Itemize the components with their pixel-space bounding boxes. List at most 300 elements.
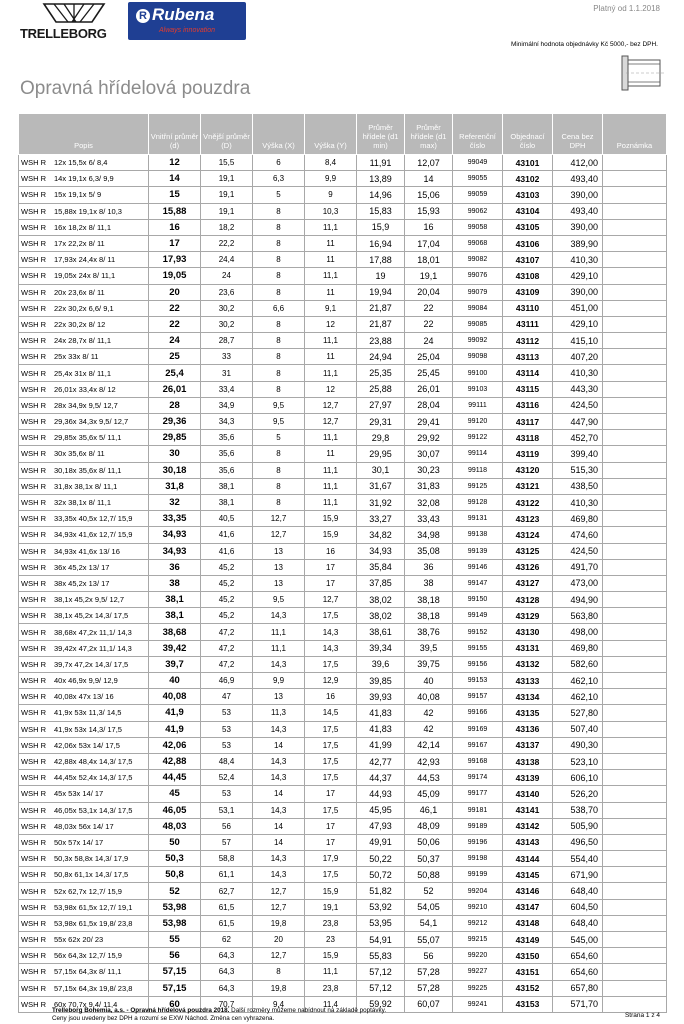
cell-height-x: 8 <box>253 203 305 219</box>
cell-shaft-min: 38,02 <box>357 592 405 608</box>
footer-line1: Další rozměry můžeme nabídnout na základě poptávky. <box>229 1007 387 1014</box>
cell-description <box>19 608 149 624</box>
cell-shaft-min: 13,89 <box>357 171 405 187</box>
cell-height-y: 17,5 <box>305 867 357 883</box>
cell-inner-diameter: 28 <box>149 397 201 413</box>
cell-description <box>19 753 149 769</box>
cell-height-y: 23,8 <box>305 980 357 996</box>
cell-height-x: 8 <box>253 219 305 235</box>
cell-outer-diameter: 61,5 <box>201 915 253 931</box>
cell-order-number: 43120 <box>503 462 553 478</box>
table-row <box>19 333 667 349</box>
cell-reference: 99055 <box>453 171 503 187</box>
cell-description <box>19 899 149 915</box>
cell-height-y: 12 <box>305 381 357 397</box>
cell-reference: 99174 <box>453 770 503 786</box>
cell-reference: 99168 <box>453 753 503 769</box>
cell-order-number: 43142 <box>503 818 553 834</box>
cell-height-y: 10,3 <box>305 203 357 219</box>
cell-height-x: 8 <box>253 284 305 300</box>
cell-price: 654,60 <box>553 948 603 964</box>
cell-inner-diameter: 45 <box>149 786 201 802</box>
cell-order-number: 43130 <box>503 624 553 640</box>
cell-shaft-min: 44,37 <box>357 770 405 786</box>
cell-price: 515,30 <box>553 462 603 478</box>
description-prefix: WSH R <box>21 708 46 718</box>
cell-description <box>19 770 149 786</box>
description-size: 57,15x 64,3x 19,8/ 23,8 <box>54 983 133 993</box>
cell-outer-diameter: 28,7 <box>201 333 253 349</box>
description-size: 55x 62x 20/ 23 <box>54 935 104 945</box>
cell-outer-diameter: 47 <box>201 689 253 705</box>
cell-height-x: 8 <box>253 494 305 510</box>
description-size: 45x 53x 14/ 17 <box>54 789 104 799</box>
cell-shaft-max: 38 <box>405 575 453 591</box>
cell-note <box>603 915 667 931</box>
description-size: 36x 45,2x 13/ 17 <box>54 562 110 572</box>
header-shaft-max: Průměr hřídele (d1 max) <box>405 114 453 155</box>
cell-note <box>603 543 667 559</box>
cell-height-y: 17,5 <box>305 802 357 818</box>
cell-outer-diameter: 30,2 <box>201 316 253 332</box>
cell-reference: 99204 <box>453 883 503 899</box>
cell-description <box>19 786 149 802</box>
cell-shaft-min: 30,1 <box>357 462 405 478</box>
cell-outer-diameter: 45,2 <box>201 608 253 624</box>
cell-note <box>603 705 667 721</box>
cell-description <box>19 737 149 753</box>
cell-inner-diameter: 57,15 <box>149 964 201 980</box>
cell-height-y: 17 <box>305 575 357 591</box>
cell-reference: 99111 <box>453 397 503 413</box>
cell-shaft-min: 31,67 <box>357 478 405 494</box>
description-prefix: WSH R <box>21 821 46 831</box>
description-size: 60x 70,7x 9,4/ 11,4 <box>54 999 118 1009</box>
cell-inner-diameter: 20 <box>149 284 201 300</box>
cell-description <box>19 494 149 510</box>
cell-inner-diameter: 38,68 <box>149 624 201 640</box>
description-prefix: WSH R <box>21 595 46 605</box>
cell-description <box>19 818 149 834</box>
cell-shaft-max: 25,45 <box>405 365 453 381</box>
cell-note <box>603 527 667 543</box>
cell-description <box>19 187 149 203</box>
cell-shaft-max: 60,07 <box>405 996 453 1012</box>
cell-height-x: 12,7 <box>253 948 305 964</box>
cell-note <box>603 494 667 510</box>
cell-height-x: 6 <box>253 155 305 171</box>
cell-note <box>603 608 667 624</box>
table-row <box>19 737 667 753</box>
cell-outer-diameter: 35,6 <box>201 430 253 446</box>
cell-description <box>19 446 149 462</box>
table-row <box>19 171 667 187</box>
cell-order-number: 43116 <box>503 397 553 413</box>
cell-description <box>19 478 149 494</box>
cell-order-number: 43119 <box>503 446 553 462</box>
table-row <box>19 155 667 171</box>
cell-height-x: 12,7 <box>253 527 305 543</box>
cell-price: 390,00 <box>553 187 603 203</box>
cell-height-y: 11,1 <box>305 333 357 349</box>
description-size: 14x 19,1x 6,3/ 9,9 <box>54 174 114 184</box>
description-size: 39,42x 47,2x 11,1/ 14,3 <box>54 643 132 653</box>
description-prefix: WSH R <box>21 983 46 993</box>
description-prefix: WSH R <box>21 578 46 588</box>
description-size: 50,8x 61,1x 14,3/ 17,5 <box>54 870 129 880</box>
cell-inner-diameter: 36 <box>149 559 201 575</box>
cell-shaft-max: 35,08 <box>405 543 453 559</box>
cell-note <box>603 964 667 980</box>
cell-price: 407,20 <box>553 349 603 365</box>
cell-height-y: 14,3 <box>305 640 357 656</box>
description-prefix: WSH R <box>21 255 46 265</box>
cell-inner-diameter: 29,36 <box>149 414 201 430</box>
description-prefix: WSH R <box>21 384 46 394</box>
cell-description <box>19 932 149 948</box>
cell-price: 424,50 <box>553 543 603 559</box>
cell-height-y: 15,9 <box>305 883 357 899</box>
description-size: 20x 23,6x 8/ 11 <box>54 287 105 297</box>
table-row <box>19 786 667 802</box>
cell-description <box>19 268 149 284</box>
cell-inner-diameter: 60 <box>149 996 201 1012</box>
cell-outer-diameter: 64,3 <box>201 964 253 980</box>
cell-shaft-min: 44,93 <box>357 786 405 802</box>
cell-description <box>19 964 149 980</box>
cell-outer-diameter: 47,2 <box>201 640 253 656</box>
description-prefix: WSH R <box>21 481 46 491</box>
table-row <box>19 527 667 543</box>
cell-reference: 99128 <box>453 494 503 510</box>
cell-note <box>603 414 667 430</box>
cell-description <box>19 171 149 187</box>
cell-height-y: 17,5 <box>305 721 357 737</box>
description-size: 38,1x 45,2x 14,3/ 17,5 <box>54 611 129 621</box>
description-prefix: WSH R <box>21 757 46 767</box>
description-size: 12x 15,5x 6/ 8,4 <box>54 158 108 168</box>
cell-description <box>19 883 149 899</box>
cell-height-x: 13 <box>253 689 305 705</box>
header-price: Cena bez DPH <box>553 114 603 155</box>
cell-order-number: 43104 <box>503 203 553 219</box>
cell-reference: 99181 <box>453 802 503 818</box>
table-row <box>19 867 667 883</box>
description-size: 22x 30,2x 8/ 12 <box>54 319 106 329</box>
cell-reference: 99118 <box>453 462 503 478</box>
cell-reference: 99199 <box>453 867 503 883</box>
cell-reference: 99125 <box>453 478 503 494</box>
cell-outer-diameter: 48,4 <box>201 753 253 769</box>
cell-order-number: 43150 <box>503 948 553 964</box>
cell-height-y: 11 <box>305 252 357 268</box>
cell-shaft-max: 57,28 <box>405 964 453 980</box>
cell-shaft-min: 29,31 <box>357 414 405 430</box>
cell-shaft-min: 38,61 <box>357 624 405 640</box>
cell-height-x: 8 <box>253 964 305 980</box>
cell-inner-diameter: 52 <box>149 883 201 899</box>
cell-description <box>19 948 149 964</box>
description-size: 17,93x 24,4x 8/ 11 <box>54 255 116 265</box>
cell-price: 538,70 <box>553 802 603 818</box>
cell-shaft-min: 55,83 <box>357 948 405 964</box>
description-prefix: WSH R <box>21 805 46 815</box>
cell-height-x: 14,3 <box>253 770 305 786</box>
table-row <box>19 575 667 591</box>
description-size: 38x 45,2x 13/ 17 <box>54 578 110 588</box>
cell-reference: 99212 <box>453 915 503 931</box>
cell-shaft-min: 25,88 <box>357 381 405 397</box>
cell-shaft-min: 11,91 <box>357 155 405 171</box>
cell-shaft-min: 50,72 <box>357 867 405 883</box>
cell-shaft-min: 35,84 <box>357 559 405 575</box>
cell-inner-diameter: 42,06 <box>149 737 201 753</box>
cell-shaft-max: 42 <box>405 705 453 721</box>
description-prefix: WSH R <box>21 837 46 847</box>
cell-reference: 99049 <box>453 155 503 171</box>
cell-reference: 99082 <box>453 252 503 268</box>
cell-height-y: 11,1 <box>305 964 357 980</box>
cell-outer-diameter: 41,6 <box>201 527 253 543</box>
cell-height-y: 17 <box>305 834 357 850</box>
table-row <box>19 511 667 527</box>
sleeve-drawing-icon <box>620 54 666 92</box>
cell-inner-diameter: 17 <box>149 235 201 251</box>
description-size: 41,9x 53x 14,3/ 17,5 <box>54 724 122 734</box>
cell-price: 491,70 <box>553 559 603 575</box>
cell-description <box>19 462 149 478</box>
cell-description <box>19 219 149 235</box>
table-row <box>19 932 667 948</box>
cell-shaft-max: 36 <box>405 559 453 575</box>
cell-shaft-min: 59,92 <box>357 996 405 1012</box>
cell-price: 648,40 <box>553 915 603 931</box>
cell-height-y: 11,1 <box>305 219 357 235</box>
cell-price: 496,50 <box>553 834 603 850</box>
cell-note <box>603 333 667 349</box>
cell-note <box>603 252 667 268</box>
cell-shaft-min: 41,99 <box>357 737 405 753</box>
cell-price: 429,10 <box>553 268 603 284</box>
cell-note <box>603 753 667 769</box>
cell-outer-diameter: 64,3 <box>201 948 253 964</box>
cell-shaft-max: 56 <box>405 948 453 964</box>
description-size: 30,18x 35,6x 8/ 11,1 <box>54 465 122 475</box>
cell-price: 469,80 <box>553 640 603 656</box>
cell-outer-diameter: 62,7 <box>201 883 253 899</box>
cell-shaft-max: 52 <box>405 883 453 899</box>
description-prefix: WSH R <box>21 659 46 669</box>
cell-order-number: 43107 <box>503 252 553 268</box>
cell-order-number: 43129 <box>503 608 553 624</box>
cell-height-x: 14 <box>253 737 305 753</box>
cell-shaft-max: 25,04 <box>405 349 453 365</box>
cell-description <box>19 155 149 171</box>
header-order-number: Objednací číslo <box>503 114 553 155</box>
cell-outer-diameter: 62 <box>201 932 253 948</box>
footer-line2: Ceny jsou uvedeny bez DPH a rozumí se EXW Náchod. Změna cen vyhrazena. <box>52 1015 275 1022</box>
cell-shaft-min: 29,95 <box>357 446 405 462</box>
cell-shaft-max: 34,98 <box>405 527 453 543</box>
cell-height-y: 15,9 <box>305 527 357 543</box>
cell-inner-diameter: 22 <box>149 300 201 316</box>
description-prefix: WSH R <box>21 951 46 961</box>
rubena-tagline: Always innovation <box>158 27 216 34</box>
description-size: 22x 30,2x 6,6/ 9,1 <box>54 303 114 313</box>
cell-note <box>603 446 667 462</box>
description-size: 15,88x 19,1x 8/ 10,3 <box>54 206 122 216</box>
cell-reference: 99189 <box>453 818 503 834</box>
cell-shaft-min: 39,6 <box>357 656 405 672</box>
cell-shaft-max: 39,5 <box>405 640 453 656</box>
cell-note <box>603 430 667 446</box>
min-order-note: Minimální hodnota objednávky Kč 5000,- bez DPH. <box>510 41 658 48</box>
description-size: 15x 19,1x 5/ 9 <box>54 190 102 200</box>
cell-order-number: 43151 <box>503 964 553 980</box>
cell-inner-diameter: 55 <box>149 932 201 948</box>
cell-height-y: 11,1 <box>305 494 357 510</box>
trelleborg-logo-icon <box>42 2 106 24</box>
table-row <box>19 268 667 284</box>
table-row <box>19 349 667 365</box>
table-row <box>19 640 667 656</box>
cell-reference: 99138 <box>453 527 503 543</box>
cell-reference: 99149 <box>453 608 503 624</box>
table-row <box>19 656 667 672</box>
cell-inner-diameter: 44,45 <box>149 770 201 786</box>
cell-description <box>19 333 149 349</box>
cell-price: 415,10 <box>553 333 603 349</box>
cell-price: 412,00 <box>553 155 603 171</box>
cell-shaft-max: 57,28 <box>405 980 453 996</box>
cell-height-y: 11,1 <box>305 365 357 381</box>
cell-shaft-min: 27,97 <box>357 397 405 413</box>
cell-height-y: 17 <box>305 786 357 802</box>
cell-note <box>603 349 667 365</box>
table-row <box>19 446 667 462</box>
cell-order-number: 43148 <box>503 915 553 931</box>
cell-note <box>603 656 667 672</box>
cell-shaft-min: 39,85 <box>357 673 405 689</box>
cell-inner-diameter: 17,93 <box>149 252 201 268</box>
cell-reference: 99058 <box>453 219 503 235</box>
cell-reference: 99139 <box>453 543 503 559</box>
cell-note <box>603 786 667 802</box>
description-size: 16x 18,2x 8/ 11,1 <box>54 222 111 232</box>
cell-note <box>603 397 667 413</box>
table-row <box>19 300 667 316</box>
cell-note <box>603 284 667 300</box>
description-prefix: WSH R <box>21 368 46 378</box>
page-title: Opravná hřídelová pouzdra <box>20 78 251 99</box>
footer-company: Trelleborg Bohemia, a.s. - Opravná hřídelová pouzdra 2018. <box>52 1007 230 1014</box>
description-prefix: WSH R <box>21 287 46 297</box>
description-size: 42,88x 48,4x 14,3/ 17,5 <box>54 757 133 767</box>
cell-shaft-max: 26,01 <box>405 381 453 397</box>
cell-outer-diameter: 19,1 <box>201 203 253 219</box>
cell-reference: 99177 <box>453 786 503 802</box>
table-row <box>19 753 667 769</box>
cell-height-y: 11 <box>305 446 357 462</box>
cell-outer-diameter: 31 <box>201 365 253 381</box>
description-prefix: WSH R <box>21 562 46 572</box>
cell-order-number: 43145 <box>503 867 553 883</box>
cell-inner-diameter: 38 <box>149 575 201 591</box>
cell-height-x: 9,5 <box>253 592 305 608</box>
header-inner-diameter: Vnitřní průměr (d) <box>149 114 201 155</box>
cell-height-x: 19,8 <box>253 915 305 931</box>
cell-note <box>603 462 667 478</box>
description-size: 25x 33x 8/ 11 <box>54 352 99 362</box>
cell-inner-diameter: 24 <box>149 333 201 349</box>
cell-shaft-min: 24,94 <box>357 349 405 365</box>
cell-shaft-min: 15,9 <box>357 219 405 235</box>
cell-height-x: 8 <box>253 381 305 397</box>
cell-price: 390,00 <box>553 219 603 235</box>
cell-height-y: 17,5 <box>305 608 357 624</box>
cell-shaft-min: 34,82 <box>357 527 405 543</box>
cell-shaft-max: 29,92 <box>405 430 453 446</box>
description-prefix: WSH R <box>21 449 46 459</box>
cell-price: 505,90 <box>553 818 603 834</box>
cell-order-number: 43124 <box>503 527 553 543</box>
cell-note <box>603 770 667 786</box>
cell-outer-diameter: 15,5 <box>201 155 253 171</box>
cell-order-number: 43110 <box>503 300 553 316</box>
cell-outer-diameter: 58,8 <box>201 851 253 867</box>
cell-price: 410,30 <box>553 252 603 268</box>
cell-description <box>19 397 149 413</box>
cell-height-x: 8 <box>253 349 305 365</box>
cell-inner-diameter: 15 <box>149 187 201 203</box>
cell-note <box>603 268 667 284</box>
description-size: 56x 64,3x 12,7/ 15,9 <box>54 951 122 961</box>
cell-reference: 99076 <box>453 268 503 284</box>
cell-inner-diameter: 50,3 <box>149 851 201 867</box>
cell-height-y: 16 <box>305 689 357 705</box>
cell-height-y: 9,1 <box>305 300 357 316</box>
cell-price: 410,30 <box>553 494 603 510</box>
table-row <box>19 187 667 203</box>
description-prefix: WSH R <box>21 158 46 168</box>
cell-shaft-max: 15,93 <box>405 203 453 219</box>
cell-inner-diameter: 34,93 <box>149 543 201 559</box>
cell-height-x: 8 <box>253 462 305 478</box>
cell-reference: 99098 <box>453 349 503 365</box>
cell-reference: 99198 <box>453 851 503 867</box>
cell-reference: 99068 <box>453 235 503 251</box>
cell-height-x: 9,5 <box>253 414 305 430</box>
cell-reference: 99167 <box>453 737 503 753</box>
description-prefix: WSH R <box>21 999 46 1009</box>
cell-height-y: 11,1 <box>305 478 357 494</box>
cell-height-y: 15,9 <box>305 948 357 964</box>
description-prefix: WSH R <box>21 611 46 621</box>
description-prefix: WSH R <box>21 336 46 346</box>
cell-description <box>19 235 149 251</box>
cell-price: 571,70 <box>553 996 603 1012</box>
cell-order-number: 43147 <box>503 899 553 915</box>
cell-height-y: 11 <box>305 349 357 365</box>
cell-price: 526,20 <box>553 786 603 802</box>
cell-height-x: 8 <box>253 333 305 349</box>
cell-reference: 99215 <box>453 932 503 948</box>
cell-note <box>603 203 667 219</box>
cell-price: 498,00 <box>553 624 603 640</box>
cell-note <box>603 818 667 834</box>
description-prefix: WSH R <box>21 967 46 977</box>
header-shaft-min: Průměr hřídele (d1 min) <box>357 114 405 155</box>
